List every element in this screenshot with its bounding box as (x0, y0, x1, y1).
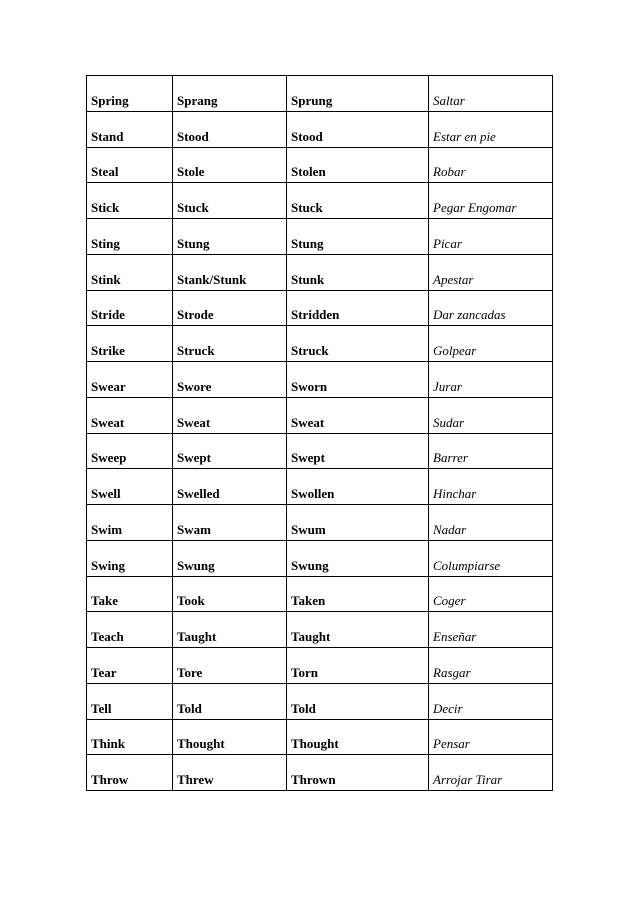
infinitive-cell (87, 469, 173, 505)
infinitive-cell (87, 111, 173, 147)
table-row (87, 183, 553, 219)
translation-text: Columpiarse (433, 557, 501, 573)
past-participle-cell (287, 326, 429, 362)
past-participle-cell (287, 76, 429, 112)
translation-cell (429, 76, 553, 112)
past-simple-text: Stank/Stunk (177, 271, 247, 287)
translation-cell (429, 648, 553, 684)
table-row (87, 397, 553, 433)
table-row (87, 433, 553, 469)
past-simple-cell (173, 719, 287, 755)
past-simple-cell (173, 254, 287, 290)
table-row (87, 576, 553, 612)
past-participle-cell (287, 469, 429, 505)
infinitive-text: Sweep (91, 450, 127, 466)
past-participle-text: Sprung (291, 92, 333, 108)
translation-cell (429, 111, 553, 147)
past-participle-text: Struck (291, 343, 329, 358)
translation-text: Nadar (433, 521, 467, 537)
translation-text: Enseñar (433, 629, 477, 644)
translation-cell (429, 326, 553, 362)
past-simple-text: Thought (177, 736, 225, 752)
past-participle-text: Thrown (291, 772, 336, 787)
infinitive-text: Think (91, 736, 125, 752)
past-participle-cell (287, 254, 429, 290)
past-participle-text: Stunk (291, 271, 325, 287)
translation-cell (429, 612, 553, 648)
infinitive-text: Sweat (91, 414, 125, 430)
past-participle-cell (287, 397, 429, 433)
table-row (87, 719, 553, 755)
infinitive-text: Throw (91, 772, 129, 787)
past-simple-text: Strode (177, 307, 214, 323)
table-row (87, 111, 553, 147)
translation-cell (429, 505, 553, 541)
past-participle-text: Swept (291, 450, 325, 466)
table-row (87, 683, 553, 719)
table-row (87, 540, 553, 576)
infinitive-cell (87, 219, 173, 255)
infinitive-text: Stick (91, 200, 120, 215)
translation-cell (429, 254, 553, 290)
infinitive-text: Swell (91, 486, 121, 501)
past-simple-text: Took (177, 593, 205, 609)
past-simple-text: Stole (177, 164, 205, 180)
translation-text: Estar en pie (433, 128, 496, 144)
past-simple-text: Swore (177, 378, 212, 394)
infinitive-cell (87, 755, 173, 791)
translation-cell (429, 362, 553, 398)
translation-text: Decir (433, 700, 463, 716)
past-simple-text: Threw (177, 772, 214, 787)
past-participle-text: Sworn (291, 378, 328, 394)
translation-cell (429, 683, 553, 719)
past-participle-cell (287, 111, 429, 147)
past-participle-cell (287, 648, 429, 684)
past-simple-cell (173, 76, 287, 112)
infinitive-text: Stand (91, 128, 124, 144)
translation-text: Robar (433, 164, 466, 180)
past-simple-cell (173, 648, 287, 684)
translation-cell (429, 290, 553, 326)
infinitive-cell (87, 540, 173, 576)
past-simple-cell (173, 290, 287, 326)
past-participle-text: Torn (291, 664, 318, 680)
translation-cell (429, 433, 553, 469)
infinitive-cell (87, 433, 173, 469)
infinitive-text: Tear (91, 664, 117, 680)
translation-text: Hinchar (433, 486, 477, 501)
infinitive-cell (87, 147, 173, 183)
table-row (87, 254, 553, 290)
past-simple-text: Stung (177, 235, 210, 251)
past-simple-text: Tore (177, 664, 203, 680)
past-participle-cell (287, 290, 429, 326)
infinitive-cell (87, 648, 173, 684)
past-simple-text: Sweat (177, 414, 211, 430)
translation-cell (429, 719, 553, 755)
table-body (87, 76, 553, 791)
infinitive-text: Strike (91, 343, 125, 358)
translation-text: Dar zancadas (433, 307, 506, 323)
translation-text: Arrojar Tirar (433, 772, 503, 787)
past-participle-cell (287, 683, 429, 719)
past-simple-cell (173, 612, 287, 648)
infinitive-cell (87, 290, 173, 326)
table-row (87, 326, 553, 362)
translation-text: Coger (433, 593, 466, 609)
past-simple-cell (173, 219, 287, 255)
table-row (87, 147, 553, 183)
past-participle-text: Stolen (291, 164, 326, 180)
past-simple-text: Swung (177, 557, 215, 573)
past-simple-cell (173, 576, 287, 612)
past-simple-cell (173, 755, 287, 791)
past-participle-text: Swung (291, 557, 329, 573)
infinitive-text: Tell (91, 700, 112, 716)
infinitive-text: Steal (91, 164, 119, 180)
past-simple-cell (173, 683, 287, 719)
table-row (87, 505, 553, 541)
infinitive-text: Teach (91, 629, 124, 644)
infinitive-cell (87, 683, 173, 719)
table-row (87, 76, 553, 112)
translation-cell (429, 397, 553, 433)
past-participle-text: Taken (291, 593, 326, 609)
infinitive-text: Swing (91, 557, 125, 573)
translation-cell (429, 147, 553, 183)
infinitive-cell (87, 576, 173, 612)
infinitive-cell (87, 612, 173, 648)
past-simple-text: Swept (177, 450, 211, 466)
past-participle-cell (287, 540, 429, 576)
past-simple-text: Struck (177, 343, 215, 358)
infinitive-cell (87, 254, 173, 290)
past-simple-text: Stood (177, 128, 209, 144)
past-simple-text: Sprang (177, 92, 218, 108)
translation-cell (429, 576, 553, 612)
past-simple-text: Swelled (177, 486, 220, 501)
past-participle-text: Sweat (291, 414, 325, 430)
past-simple-text: Stuck (177, 200, 209, 215)
past-participle-text: Stridden (291, 307, 340, 323)
past-participle-text: Stood (291, 128, 323, 144)
translation-cell (429, 183, 553, 219)
translation-cell (429, 755, 553, 791)
infinitive-text: Swim (91, 521, 123, 537)
past-participle-cell (287, 219, 429, 255)
past-simple-cell (173, 183, 287, 219)
past-simple-cell (173, 433, 287, 469)
past-simple-cell (173, 469, 287, 505)
past-participle-text: Thought (291, 736, 339, 752)
infinitive-text: Spring (91, 92, 129, 108)
translation-text: Jurar (433, 378, 462, 394)
past-participle-cell (287, 362, 429, 398)
infinitive-text: Sting (91, 235, 120, 251)
past-simple-text: Told (177, 700, 202, 716)
translation-text: Barrer (433, 450, 468, 466)
past-simple-cell (173, 326, 287, 362)
table-row (87, 755, 553, 791)
past-participle-cell (287, 719, 429, 755)
translation-text: Sudar (433, 414, 465, 430)
infinitive-text: Take (91, 593, 118, 609)
table-row (87, 648, 553, 684)
past-participle-cell (287, 147, 429, 183)
past-participle-text: Swollen (291, 486, 335, 501)
infinitive-cell (87, 76, 173, 112)
infinitive-cell (87, 505, 173, 541)
infinitive-text: Stride (91, 307, 125, 323)
past-simple-cell (173, 397, 287, 433)
table-row (87, 219, 553, 255)
past-participle-text: Told (291, 700, 316, 716)
translation-text: Pegar Engomar (433, 200, 517, 215)
translation-cell (429, 540, 553, 576)
translation-text: Golpear (433, 343, 477, 358)
past-participle-text: Taught (291, 629, 331, 644)
past-participle-cell (287, 183, 429, 219)
translation-cell (429, 219, 553, 255)
past-simple-cell (173, 540, 287, 576)
infinitive-cell (87, 362, 173, 398)
translation-text: Pensar (433, 736, 470, 752)
past-participle-text: Swum (291, 521, 326, 537)
table-row (87, 290, 553, 326)
past-participle-cell (287, 612, 429, 648)
past-participle-cell (287, 755, 429, 791)
translation-cell (429, 469, 553, 505)
translation-text: Picar (433, 235, 462, 251)
irregular-verbs-table (86, 75, 553, 791)
past-simple-cell (173, 147, 287, 183)
infinitive-cell (87, 397, 173, 433)
translation-text: Saltar (433, 92, 465, 108)
infinitive-text: Swear (91, 378, 126, 394)
past-participle-cell (287, 576, 429, 612)
past-simple-cell (173, 505, 287, 541)
past-simple-cell (173, 111, 287, 147)
translation-text: Apestar (433, 271, 474, 287)
infinitive-cell (87, 326, 173, 362)
table-row (87, 612, 553, 648)
past-simple-cell (173, 362, 287, 398)
past-participle-cell (287, 505, 429, 541)
table-row (87, 362, 553, 398)
past-participle-cell (287, 433, 429, 469)
past-simple-text: Swam (177, 521, 211, 537)
infinitive-cell (87, 719, 173, 755)
infinitive-cell (87, 183, 173, 219)
infinitive-text: Stink (91, 271, 121, 287)
translation-text: Rasgar (433, 664, 471, 680)
past-simple-text: Taught (177, 629, 217, 644)
past-participle-text: Stung (291, 235, 324, 251)
table-row (87, 469, 553, 505)
past-participle-text: Stuck (291, 200, 323, 215)
